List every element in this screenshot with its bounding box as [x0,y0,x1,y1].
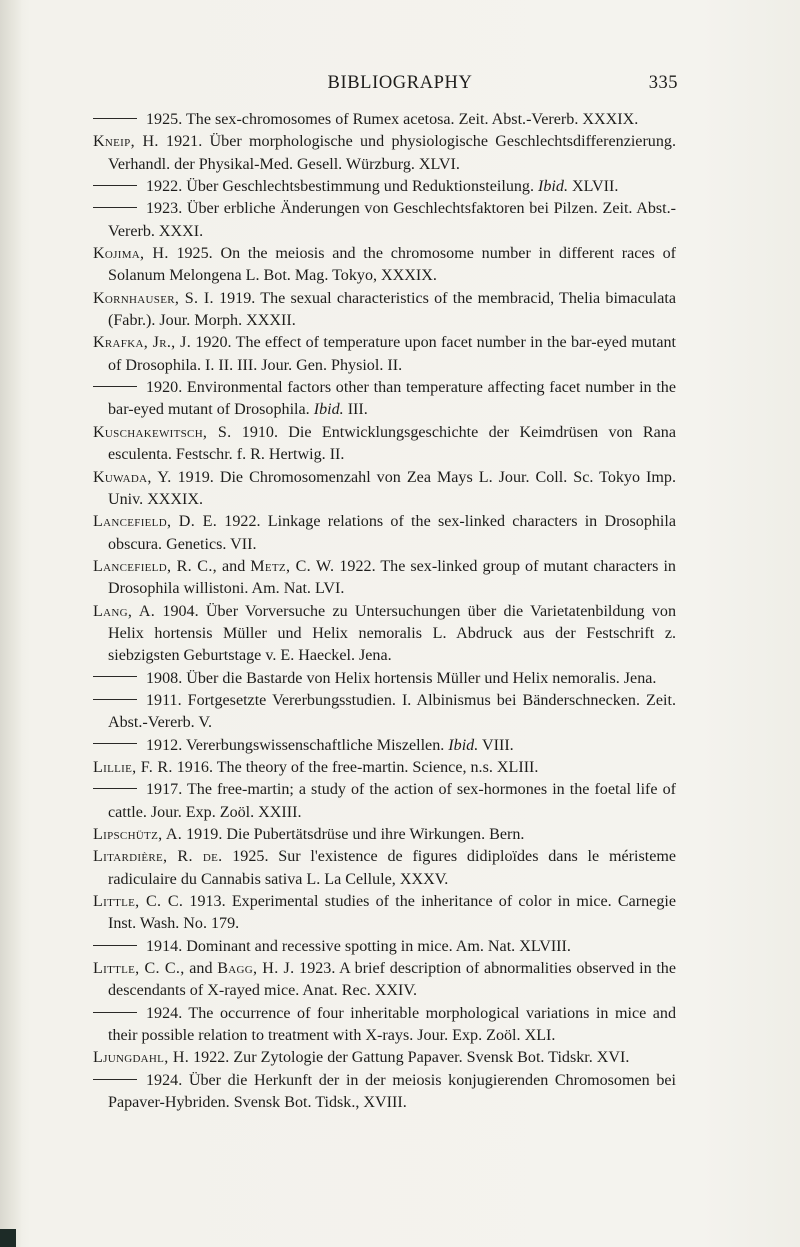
bibliography-entry [93,377,676,422]
entry-author: Kuschakewitsch, S. [93,423,232,441]
bibliography-list [93,109,676,1114]
entry-text: 1925. Sur l'existence de figures didiploïdes dans le méristeme radiculaire du Cannabis sativa L. La Cellule, XXXV. [108,848,676,888]
entry-text: 1910. Die Entwicklungsgeschichte der Keimdrüsen von Rana esculenta. Festschr. f. R. Hertwig. II. [108,423,676,464]
bibliography-entry [93,668,676,690]
repeat-author-dash [93,1012,137,1013]
entry-text: 1921. Über morphologische und physiologische Geschlechtsdifferenzierung. Verhandl. der Physikal-Med. Gesell. Würzburg. XLVI. [108,133,676,173]
bibliography-entry [93,131,676,176]
entry-conjunction: and [184,960,218,978]
repeat-author-dash [93,945,137,946]
repeat-author-dash [93,185,137,186]
entry-text: 1923. Über erbliche Änderungen von Geschlechtsfaktoren bei Pilzen. Zeit. Abst.-Vererb. XXXI. [108,200,676,240]
entry-author: Litardière, R. de. [93,848,223,866]
bibliography-entry [93,958,676,1003]
entry-author: Kornhauser, S. I. [93,289,214,307]
entry-volume: III. [343,401,368,419]
bibliography-entry [93,467,676,512]
entry-author: Lancefield, R. C., [93,557,217,575]
bibliography-entry [93,176,676,198]
repeat-author-dash [93,1079,137,1080]
bibliography-entry [93,824,676,846]
entry-text: 1923. A brief description of abnormalities observed in the descendants of X-rayed mice. Anat. Rec. XXIV. [108,960,676,1000]
bibliography-entry [93,332,676,377]
entry-coauthor: Bagg, H. J. [217,960,295,978]
bibliography-entry [93,1047,676,1069]
bibliography-entry [93,846,676,891]
entry-text: 1913. Experimental studies of the inheritance of color in mice. Carnegie Inst. Wash. No. 179. [108,893,676,933]
bibliography-entry [93,556,676,601]
bibliography-entry [93,243,676,288]
repeat-author-dash [93,699,137,700]
entry-text: 1922. Linkage relations of the sex-linked characters in Drosophila obscura. Genetics. VII. [108,513,676,553]
entry-text: 1920. Environmental factors other than temperature affecting facet number in the bar-eyed mutant of Drosophila. [108,379,676,419]
entry-text: 1904. Über Vorversuche zu Untersuchungen über die Varietatenbildung von Helix hortensis Müller und Helix nemoralis L. Abdruck aus der Festschrift z. siebzigsten Geburtstage v. E. Haeckel. Jena. [108,602,676,665]
entry-author: Kneip, H. [93,133,159,151]
repeat-author-dash [93,207,137,208]
entry-author: Kojima, H. [93,245,169,263]
entry-author: Little, C. C. [93,893,184,911]
entry-author: Lancefield, D. E. [93,513,218,531]
entry-volume: VIII. [478,736,514,754]
entry-text: 1917. The free-martin; a study of the action of sex-hormones in the foetal life of cattle. Jour. Exp. Zoöl. XXIII. [108,781,676,821]
entry-author: Lipschütz, A. [93,826,183,843]
repeat-author-dash [93,118,137,119]
ibid-reference: Ibid. [313,401,344,419]
entry-text: 1922. Über Geschlechtsbestimmung und Reduktionsteilung. [146,178,534,196]
ibid-reference: Ibid. [538,178,568,196]
entry-text: 1912. Vererbungswissenschaftliche Miszellen. [146,736,445,754]
bibliography-entry [93,690,676,735]
entry-text: 1922. The sex-linked group of mutant characters in Drosophila willistoni. Am. Nat. LVI. [108,557,676,598]
entry-text: 1919. Die Chromosomenzahl von Zea Mays L. Jour. Coll. Sc. Tokyo Imp. Univ. XXXIX. [108,468,676,508]
entry-author: Ljungdahl, H. [93,1049,190,1067]
page-number: 335 [648,73,678,93]
repeat-author-dash [93,788,137,789]
entry-text: 1924. Über die Herkunft der in der meiosis konjugierenden Chromosomen bei Papaver-Hybriden. Svensk Bot. Tidsk., XVIII. [108,1071,676,1112]
entry-text: 1911. Fortgesetzte Vererbungsstudien. I. Albinismus bei Bänderschnecken. Zeit. Abst.-Vererb. V. [108,691,676,732]
bibliography-entry [93,1070,676,1115]
bibliography-entry [93,601,676,668]
entry-text: 1914. Dominant and recessive spotting in mice. Am. Nat. XLVIII. [146,937,571,955]
entry-text: 1925. The sex-chromosomes of Rumex acetosa. Zeit. Abst.-Vererb. XXXIX. [146,111,639,128]
entry-author: Kuwada, Y. [93,468,172,486]
running-head: BIBLIOGRAPHY [327,73,473,93]
bibliography-entry [93,288,676,333]
bibliography-entry [93,779,676,824]
bibliography-entry [93,936,676,958]
entry-text: 1916. The theory of the free-martin. Science, n.s. XLIII. [172,758,539,776]
entry-conjunction: and [216,557,251,575]
entry-author: Lang, A. [93,602,156,620]
entry-author: Little, C. C., [93,960,185,978]
bibliography-entry [93,422,676,467]
entry-text: 1920. The effect of temperature upon facet number in the bar-eyed mutant of Drosophila. I. II. III. Jour. Gen. Physiol. II. [108,334,676,374]
entry-author: Krafka, Jr., J. [93,334,192,352]
repeat-author-dash [93,386,137,387]
entry-coauthor: Metz, C. W. [250,557,335,575]
entry-text: 1922. Zur Zytologie der Gattung Papaver. Svensk Bot. Tidskr. XVI. [189,1049,630,1067]
ibid-reference: Ibid. [448,736,479,754]
page-binding-shadow [0,0,22,1247]
page-header [0,73,800,97]
repeat-author-dash [93,676,137,677]
scan-edge-mark [0,1229,16,1247]
bibliography-entry [93,511,676,556]
bibliography-entry [93,1003,676,1048]
entry-text: 1919. Die Pubertätsdrüse und ihre Wirkungen. Bern. [182,826,525,843]
bibliography-entry [93,109,676,131]
entry-text: 1919. The sexual characteristics of the membracid, Thelia bimaculata (Fabr.). Jour. Morph. XXXII. [108,289,676,330]
repeat-author-dash [93,743,137,744]
entry-text: 1925. On the meiosis and the chromosome number in different races of Solanum Melongena L. Bot. Mag. Tokyo, XXXIX. [108,245,676,285]
bibliography-entry [93,735,676,757]
entry-text: 1924. The occurrence of four inheritable morphological variations in mice and their possible relation to treatment with X-rays. Jour. Exp. Zoöl. XLI. [108,1004,676,1045]
bibliography-entry [93,891,676,936]
bibliography-entry [93,757,676,779]
bibliography-entry [93,198,676,243]
entry-text: 1908. Über die Bastarde von Helix hortensis Müller und Helix nemoralis. Jena. [146,669,657,687]
entry-volume: XLVII. [567,178,619,196]
entry-author: Lillie, F. R. [93,758,173,776]
